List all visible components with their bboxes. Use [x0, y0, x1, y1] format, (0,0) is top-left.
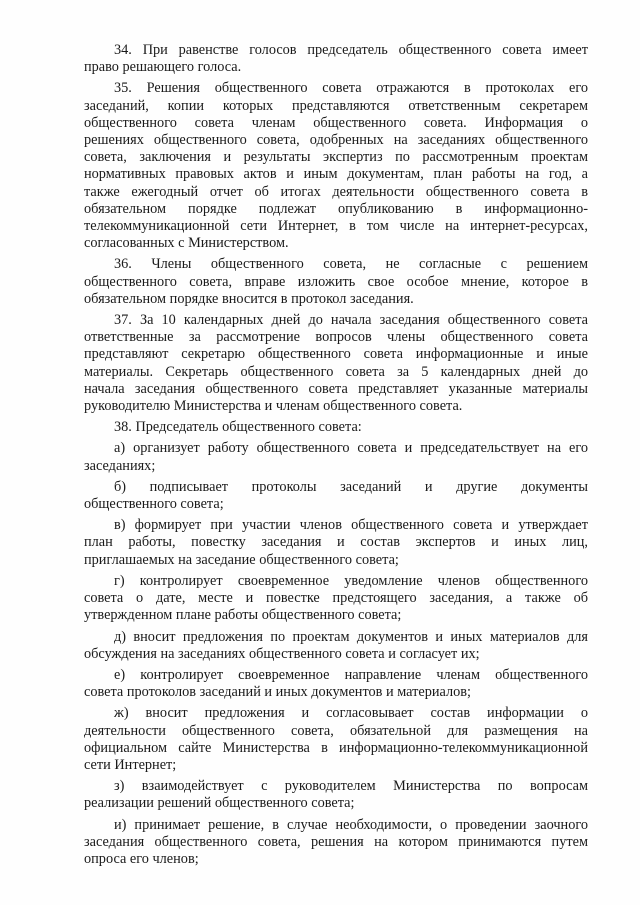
text-line: согласованных с Министерством. [84, 235, 289, 252]
text-line: 36. Члены общественного совета, не согласные с решением [114, 256, 588, 273]
text-line: и) принимает решение, в случае необходимости, о проведении заочного [114, 816, 588, 833]
text-line: общественного совета членам общественного совета. Информация о [84, 114, 588, 131]
text-line: реализации решений общественного совета; [84, 795, 355, 812]
paragraph-p38g [84, 573, 588, 625]
text-line: ж) вносит предложения и согласовывает состав информации о [114, 705, 588, 722]
text-line: руководителю Министерства и членам общественного совета. [84, 398, 463, 415]
text-line: представляют секретарю общественного совета информационные и иные [84, 346, 588, 363]
text-line: телекоммуникационной сети Интернет, в том числе на интернет-ресурсах, [84, 218, 588, 235]
text-line: заседаний, копии которых представляются ответственным секретарем [84, 97, 588, 114]
text-line: обязательном порядке вносится в протокол заседания. [84, 290, 414, 307]
text-line: также ежегодный отчет об итогах деятельности общественного совета в [84, 183, 588, 200]
paragraph-p34 [84, 42, 588, 76]
paragraph-p38e [84, 667, 588, 701]
paragraph-p37 [84, 312, 588, 415]
paragraph-p38v [84, 517, 588, 569]
text-line: д) вносит предложения по проектам документов и иных материалов для [114, 628, 588, 645]
text-line: опроса его членов; [84, 850, 199, 867]
text-line: б) подписывает протоколы заседаний и другие документы [114, 478, 588, 495]
paragraph-p38d [84, 629, 588, 663]
text-line: обсуждения на заседаниях общественного совета и согласует их; [84, 645, 480, 662]
text-line: е) контролирует своевременное направление членам общественного [114, 666, 588, 683]
text-line: в) формирует при участии членов общественного совета и утверждает [114, 517, 588, 534]
paragraph-p36 [84, 256, 588, 308]
text-line: 38. Председатель общественного совета: [114, 419, 362, 436]
paragraph-p38a [84, 440, 588, 474]
text-line: обязательном порядке подлежат опубликованию в информационно- [84, 200, 588, 217]
text-line: сети Интернет; [84, 756, 177, 773]
text-line: заседания общественного совета, решения на котором принимаются путем [84, 833, 588, 850]
text-line: утвержденном плане работы общественного совета; [84, 607, 402, 624]
paragraph-p38z [84, 778, 588, 812]
text-line: общественного совета; [84, 496, 224, 513]
text-line: з) взаимодействует с руководителем Министерства по вопросам [114, 778, 588, 795]
text-line: совета о дате, месте и повестке предстоящего заседания, а также об [84, 590, 588, 607]
text-line: начала заседания общественного совета представляет указанные материалы [84, 380, 588, 397]
text-line: общественного совета, вправе изложить свое особое мнение, которое в [84, 273, 588, 290]
text-line: ответственные за рассмотрение вопросов члены общественного совета [84, 329, 588, 346]
paragraph-p35 [84, 80, 588, 252]
text-line: 37. За 10 календарных дней до начала заседания общественного совета [114, 312, 588, 329]
text-line: заседаниях; [84, 457, 156, 474]
text-line: приглашаемых на заседание общественного совета; [84, 551, 399, 568]
text-line: 34. При равенстве голосов председатель общественного совета имеет [114, 42, 588, 58]
text-line: г) контролирует своевременное уведомление членов общественного [114, 572, 588, 589]
text-line: а) организует работу общественного совета и председательствует на его [114, 440, 588, 457]
paragraph-p38b [84, 479, 588, 513]
text-line: совета, заключения и результаты экспертиз по рассмотренным проектам [84, 149, 588, 166]
text-line: нормативных правовых актов и иным документам, план работы на год, а [84, 166, 588, 183]
text-line: материалы. Секретарь общественного совета за 5 календарных дней до [84, 363, 588, 380]
text-line: 35. Решения общественного совета отражаются в протоколах его [114, 80, 588, 97]
document-body [84, 42, 588, 868]
paragraph-p38zh [84, 705, 588, 774]
text-line: официальном сайте Министерства в информационно-телекоммуникационной [84, 739, 588, 756]
text-line: план работы, повестку заседания и состав экспертов и иных лиц, [84, 534, 588, 551]
text-line: право решающего голоса. [84, 59, 242, 76]
paragraph-p38i [84, 817, 588, 869]
text-line: совета протоколов заседаний и иных документов и материалов; [84, 684, 471, 701]
text-line: решениях общественного совета, одобренных на заседаниях общественного [84, 132, 588, 149]
paragraph-p38 [84, 419, 588, 436]
text-line: деятельности общественного совета, обязательной для размещения на [84, 722, 588, 739]
